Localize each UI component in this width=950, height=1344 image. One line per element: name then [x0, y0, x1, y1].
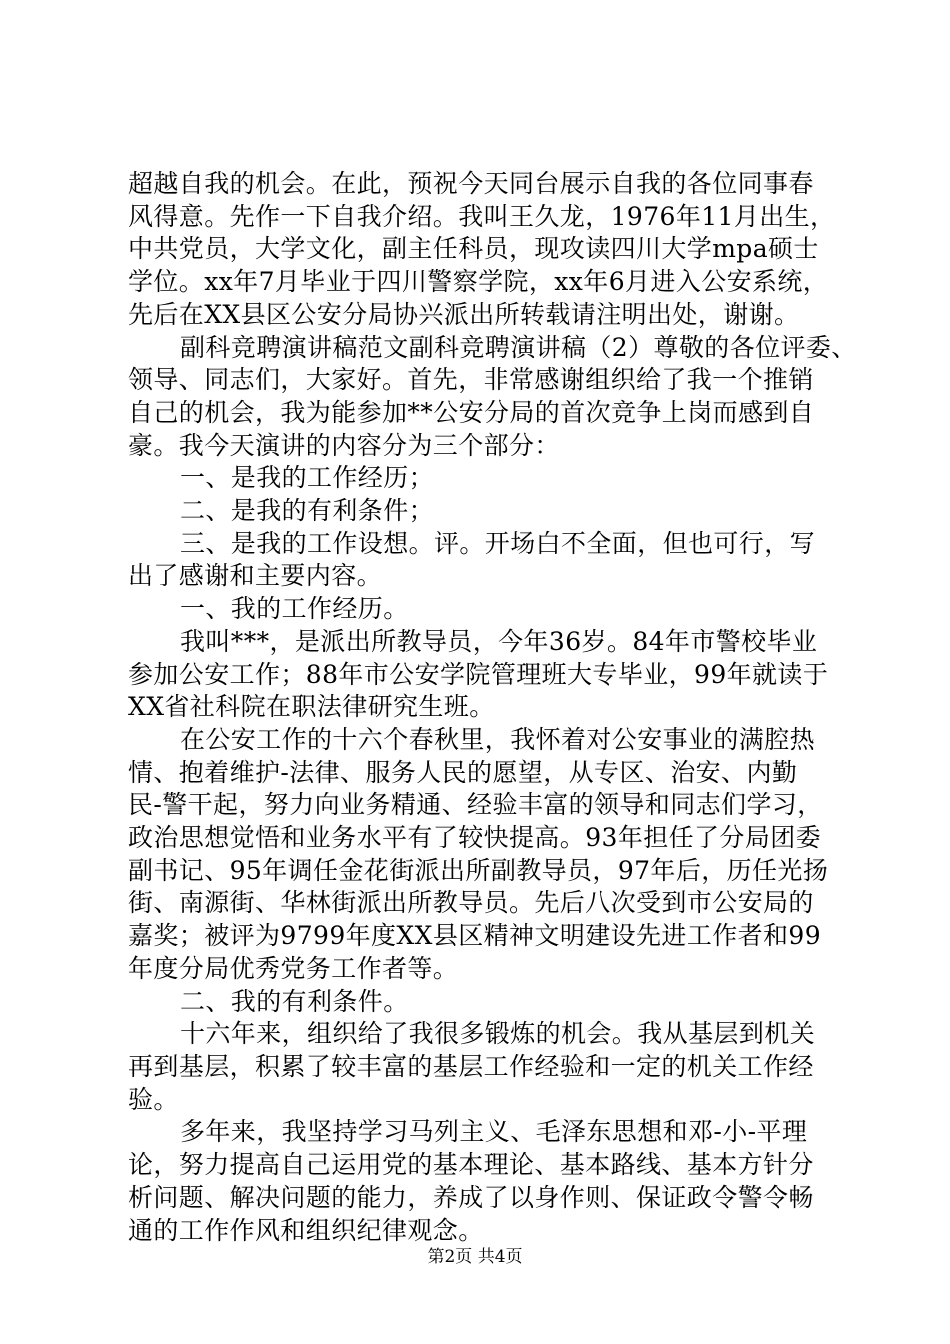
text-line: 豪。我今天演讲的内容分为三个部分： — [128, 430, 560, 460]
text-line: 先后在XX县区公安分局协兴派出所转载请注明出处，谢谢。 — [128, 299, 800, 329]
text-line: 出了感谢和主要内容。 — [128, 561, 383, 591]
text-line: 街、南源街、华林街派出所教导员。先后八次受到市公安局的 — [128, 888, 814, 918]
text-line: 一、我的工作经历。 — [180, 594, 409, 624]
text-line: 析问题、解决问题的能力，养成了以身作则、保证政令警令畅 — [128, 1182, 814, 1212]
text-line: 政治思想觉悟和业务水平有了较快提高。93年担任了分局团委 — [128, 823, 822, 853]
text-line: 参加公安工作；88年市公安学院管理班大专毕业，99年就读于 — [128, 659, 829, 689]
text-line: XX省社科院在职法律研究生班。 — [128, 692, 495, 722]
text-line: 副科竞聘演讲稿范文副科竞聘演讲稿（2）尊敬的各位评委、 — [180, 332, 857, 362]
text-line: 通的工作作风和组织纪律观念。 — [128, 1215, 484, 1245]
text-line: 自己的机会，我为能参加**公安分局的首次竞争上岗而感到自 — [128, 397, 815, 427]
text-line: 验。 — [128, 1084, 179, 1114]
text-line: 十六年来，组织给了我很多锻炼的机会。我从基层到机关 — [180, 1019, 816, 1049]
text-line: 情、抱着维护-法律、服务人民的愿望，从专区、治安、内勤 — [128, 757, 798, 787]
text-line: 再到基层，积累了较丰富的基层工作经验和一定的机关工作经 — [128, 1051, 814, 1081]
page-number-footer: 第2页 共4页 — [427, 1247, 523, 1267]
text-line: 超越自我的机会。在此，预祝今天同台展示自我的各位同事春 — [128, 169, 814, 198]
text-line: 我叫***，是派出所教导员，今年36岁。84年市警校毕业 — [180, 626, 818, 656]
text-line: 二、我的有利条件。 — [180, 986, 409, 1016]
text-line: 多年来，我坚持学习马列主义、毛泽东思想和邓-小-平理 — [180, 1117, 808, 1147]
text-line: 中共党员，大学文化，副主任科员，现攻读四川大学mpa硕士 — [128, 234, 819, 264]
text-line: 三、是我的工作设想。评。开场白不全面，但也可行，写 — [180, 528, 816, 558]
text-line: 二、是我的有利条件； — [180, 496, 435, 526]
text-line: 一、是我的工作经历； — [180, 463, 435, 493]
document-body — [128, 168, 857, 1247]
text-line: 风得意。先作一下自我介绍。我叫王久龙，1976年11月出生， — [128, 201, 836, 231]
text-line: 年度分局优秀党务工作者等。 — [128, 953, 459, 983]
text-line: 论，努力提高自己运用党的基本理论、基本路线、基本方针分 — [128, 1150, 814, 1180]
text-line: 副书记、95年调任金花街派出所副教导员，97年后，历任光扬 — [128, 855, 829, 885]
text-line: 民-警干起，努力向业务精通、经验丰富的领导和同志们学习， — [128, 790, 823, 820]
text-line: 领导、同志们，大家好。首先，非常感谢组织给了我一个推销 — [128, 365, 814, 395]
text-line: 学位。xx年7月毕业于四川警察学院，xx年6月进入公安系统， — [128, 267, 829, 297]
text-line: 嘉奖；被评为9799年度XX县区精神文明建设先进工作者和99 — [128, 921, 822, 951]
text-line: 在公安工作的十六个春秋里，我怀着对公安事业的满腔热 — [180, 724, 816, 754]
